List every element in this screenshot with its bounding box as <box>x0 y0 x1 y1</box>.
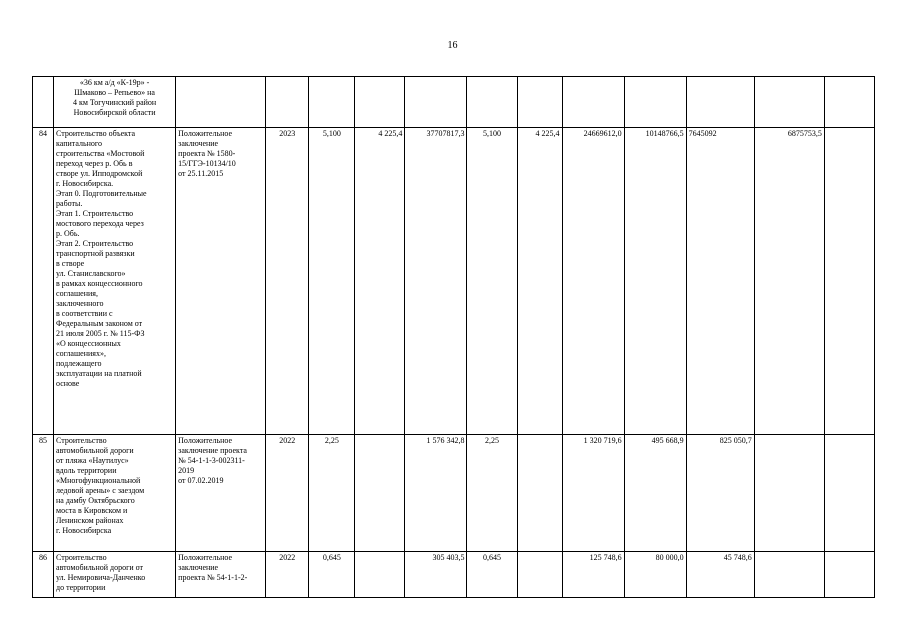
cell-num: 85 <box>33 435 54 552</box>
cell-c8: 0,645 <box>467 552 517 598</box>
cell-document: Положительное заключение проекта № 1580- 15/ГГЭ-10134/10 от 25.11.2015 <box>176 128 266 435</box>
table-row <box>33 552 875 598</box>
cell-c8: 5,100 <box>467 128 517 435</box>
cell-c13 <box>754 77 824 128</box>
cell-c12: 7645092 <box>686 128 754 435</box>
cell-year <box>266 77 309 128</box>
cell-c9 <box>517 552 562 598</box>
cell-c11: 80 000,0 <box>624 552 686 598</box>
cell-document: Положительное заключение проекта № 54-1-1-3-002311- 2019 от 07.02.2019 <box>176 435 266 552</box>
cell-c5: 0,645 <box>309 552 355 598</box>
cell-c14 <box>824 435 874 552</box>
cell-c13: 6875753,5 <box>754 128 824 435</box>
cell-c11 <box>624 77 686 128</box>
cell-c10: 125 748,6 <box>562 552 624 598</box>
cell-year: 2022 <box>266 435 309 552</box>
cell-c6 <box>355 552 405 598</box>
cell-c13 <box>754 435 824 552</box>
cell-year: 2023 <box>266 128 309 435</box>
cell-object: Строительство автомобильной дороги от пляжа «Наутилус» вдоль территории «Многофункциональной ледовой арены» с заездом на дамбу Октябрьского моста в Кировском и Ленинском районах г. Новосибирска <box>54 435 176 552</box>
cell-object: Строительство автомобильной дороги от ул. Немировича-Данченко до территории <box>54 552 176 598</box>
cell-c8 <box>467 77 517 128</box>
cell-c7: 37707817,3 <box>405 128 467 435</box>
cell-c9 <box>517 435 562 552</box>
cell-c7: 1 576 342,8 <box>405 435 467 552</box>
cell-c10 <box>562 77 624 128</box>
cell-c11: 495 668,9 <box>624 435 686 552</box>
cell-c8: 2,25 <box>467 435 517 552</box>
cell-c14 <box>824 77 874 128</box>
cell-c6 <box>355 77 405 128</box>
cell-object: «36 км а/д «К-19р» - Шмаково – Репьево» на 4 км Тогучинский район Новосибирской области <box>54 77 176 128</box>
table-row <box>33 435 875 552</box>
cell-c12 <box>686 77 754 128</box>
cell-c6: 4 225,4 <box>355 128 405 435</box>
cell-c12: 45 748,6 <box>686 552 754 598</box>
cell-c14 <box>824 552 874 598</box>
cell-c12: 825 050,7 <box>686 435 754 552</box>
cell-num: 86 <box>33 552 54 598</box>
cell-c9 <box>517 77 562 128</box>
cell-object: Строительство объекта капитального строительства «Мостовой переход через р. Обь в створе ул. Ипподромской г. Новосибирска. Этап 0. Подготовительные работы. Этап 1. Строительство мостового перехода через р. Обь. Этап 2. Строительство транспортной развязки в створе ул. Станиславского» в рамках концессионного соглашения, заключенного в соответствии с Федеральным законом от 21 июля 2005 г. № 115-ФЗ «О концессионных соглашениях», подлежащего эксплуатации на платной основе <box>54 128 176 435</box>
cell-num <box>33 77 54 128</box>
cell-c5: 2,25 <box>309 435 355 552</box>
cell-c14 <box>824 128 874 435</box>
table-row <box>33 77 875 128</box>
cell-year: 2022 <box>266 552 309 598</box>
cell-c10: 1 320 719,6 <box>562 435 624 552</box>
cell-c6 <box>355 435 405 552</box>
construction-objects-table <box>32 76 875 598</box>
cell-c5: 5,100 <box>309 128 355 435</box>
cell-document <box>176 77 266 128</box>
cell-c10: 24669612,0 <box>562 128 624 435</box>
cell-c13 <box>754 552 824 598</box>
cell-c7 <box>405 77 467 128</box>
page-number: 16 <box>447 40 458 51</box>
cell-c9: 4 225,4 <box>517 128 562 435</box>
cell-c7: 305 403,5 <box>405 552 467 598</box>
cell-c5 <box>309 77 355 128</box>
cell-c11: 10148766,5 <box>624 128 686 435</box>
cell-num: 84 <box>33 128 54 435</box>
table-row <box>33 128 875 435</box>
cell-document: Положительное заключение проекта № 54-1-1-2- <box>176 552 266 598</box>
